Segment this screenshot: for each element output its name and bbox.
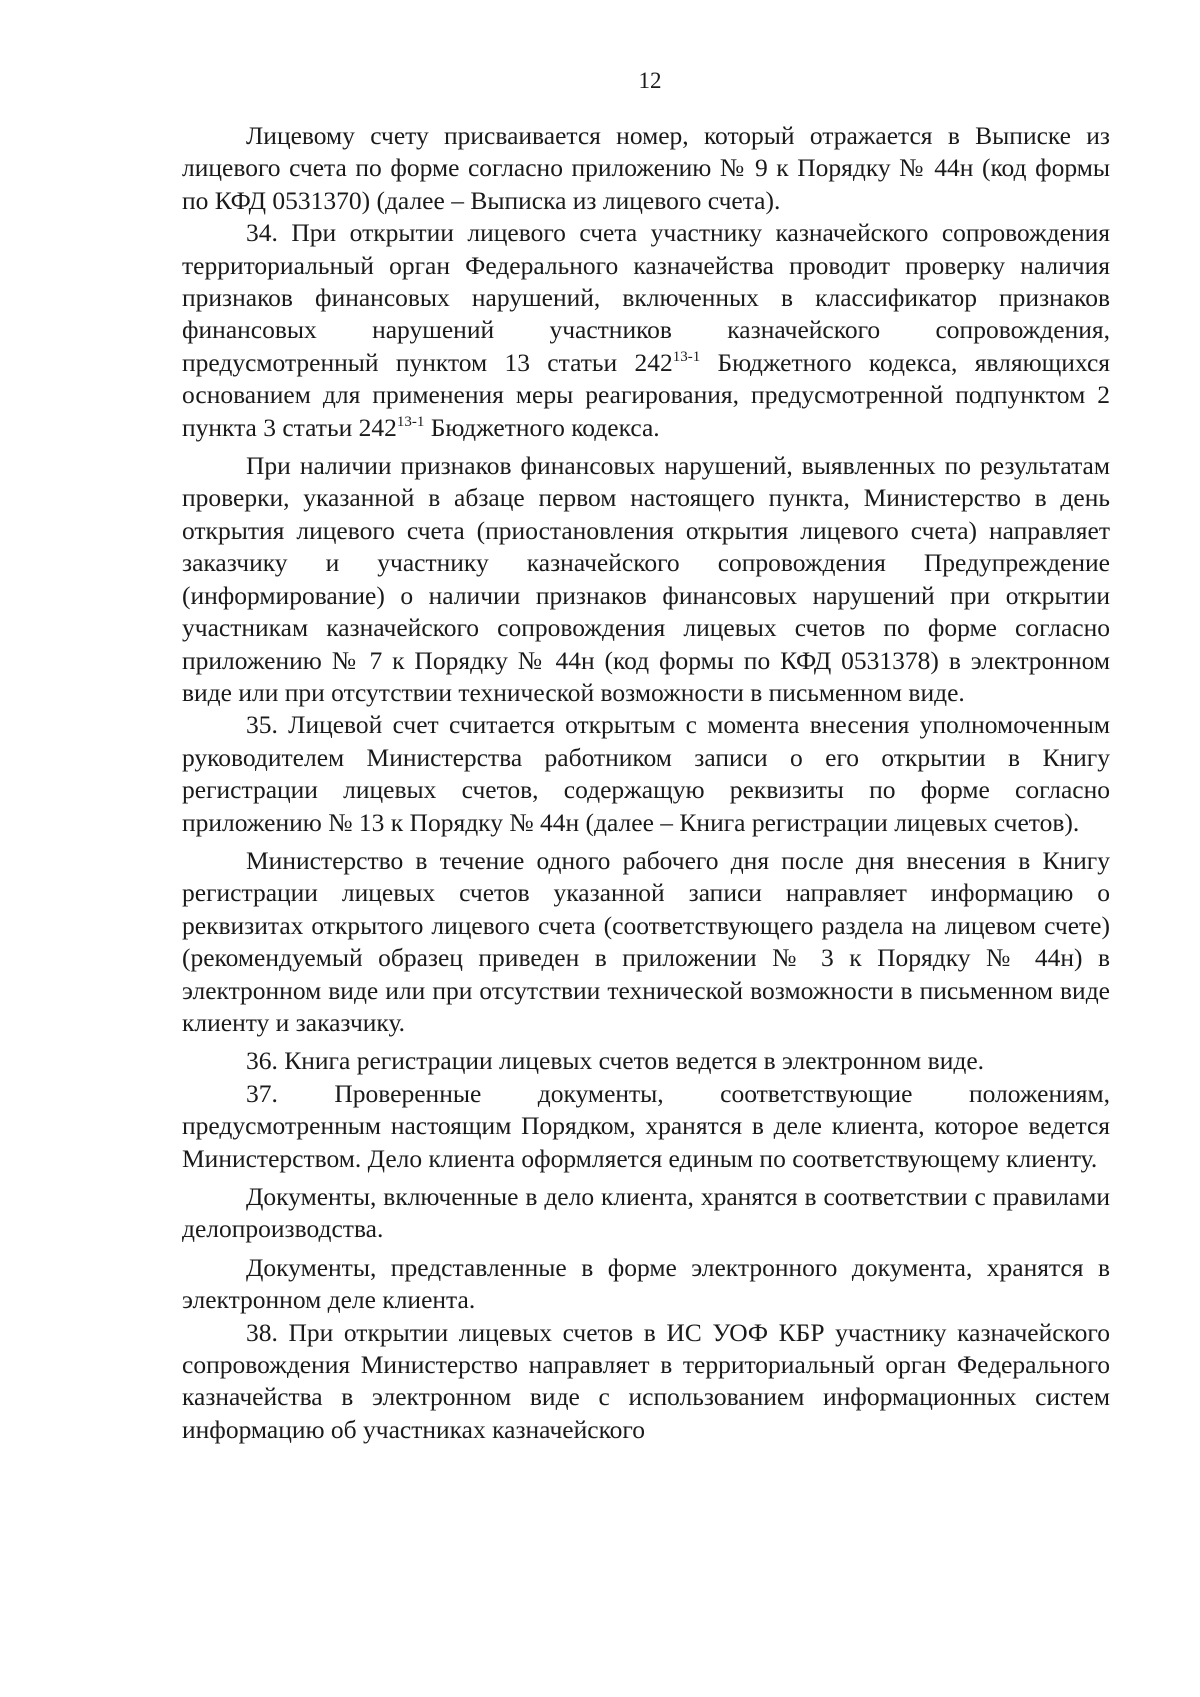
paragraph-documents-storage xyxy=(182,1181,1110,1246)
superscript-article-index: 13-1 xyxy=(672,348,701,365)
paragraph-item-35 xyxy=(182,709,1110,839)
paragraph-ministry-notification xyxy=(182,845,1110,1039)
paragraph-text: Бюджетного кодекса. xyxy=(424,412,660,442)
paragraph-text: Министерство в течение одного рабочего дня после дня внесения в Книгу регистрации лицевых счетов указанной записи направляет информацию о реквизитах открытого лицевого счета (соответствующего раздела на лицевом счете) (рекомендуемый образец приведен в приложении № 3 к Порядку № 44н) в электронном виде или при отсутствии технической возможности в письменном виде клиенту и заказчику. xyxy=(182,845,1110,1037)
paragraph-text: Лицевому счету присваивается номер, который отражается в Выписке из лицевого счета по форме согласно приложению № 9 к Порядку № 44н (код формы по КФД 0531370) (далее – Выписка из лицевого счета). xyxy=(182,121,1110,215)
paragraph-item-36 xyxy=(182,1045,1110,1077)
paragraph-item-37 xyxy=(182,1078,1110,1175)
paragraph-text: 34. При открытии лицевого счета участнику казначейского сопровождения территориальный орган Федерального казначейства проводит проверку наличия признаков финансовых нарушений, включенных в классификатор признаков финансовых нарушений участников казначейского сопровождения, предусмотренный пунктом 13 статьи 242 xyxy=(182,218,1110,377)
paragraph-account-number xyxy=(182,120,1110,217)
paragraph-electronic-documents xyxy=(182,1252,1110,1317)
paragraph-text: При наличии признаков финансовых нарушений, выявленных по результатам проверки, указанной в абзаце первом настоящего пункта, Министерство в день открытия лицевого счета (приостановления открытия лицевого счета) направляет заказчику и участнику казначейского сопровождения Предупреждение (информирование) о наличии признаков финансовых нарушений при открытии участникам казначейского сопровождения лицевых счетов по форме согласно приложению № 7 к Порядку № 44н (код формы по КФД 0531378) в электронном виде или при отсутствии технической возможности в письменном виде. xyxy=(182,451,1110,707)
paragraph-violations-warning xyxy=(182,450,1110,709)
paragraph-text: Бюджетного кодекса, являющихся основанием для применения меры реагирования, предусмотренной подпунктом 2 пункта 3 статьи 242 xyxy=(182,347,1110,442)
superscript-article-index: 13-1 xyxy=(396,413,425,430)
paragraph-text: 35. Лицевой счет считается открытым с момента внесения уполномоченным руководителем Министерства работником записи о его открытии в Книгу регистрации лицевых счетов, содержащую реквизиты по форме согласно приложению № 13 к Порядку № 44н (далее – Книга регистрации лицевых счетов). xyxy=(182,710,1110,837)
paragraph-text: Документы, включенные в дело клиента, хранятся в соответствии с правилами делопроизводства. xyxy=(182,1182,1110,1244)
paragraph-text: Документы, представленные в форме электронного документа, хранятся в электронном деле клиента. xyxy=(182,1252,1110,1315)
paragraph-item-38 xyxy=(182,1317,1110,1447)
paragraph-text: 38. При открытии лицевых счетов в ИС УОФ КБР участнику казначейского сопровождения Министерство направляет в территориальный орган Федерального казначейства в электронном виде с использованием информационных систем информацию об участниках казначейского xyxy=(182,1317,1110,1444)
paragraph-text: 36. Книга регистрации лицевых счетов ведется в электронном виде. xyxy=(246,1046,985,1076)
document-body xyxy=(182,120,1110,1446)
paragraph-text: 37. Проверенные документы, соответствующие положениям, предусмотренным настоящим Порядком, хранятся в деле клиента, которое ведется Министерством. Дело клиента оформляется единым по соответствующему клиенту. xyxy=(182,1078,1110,1173)
page-number: 12 xyxy=(638,68,662,93)
paragraph-item-34 xyxy=(182,217,1110,444)
